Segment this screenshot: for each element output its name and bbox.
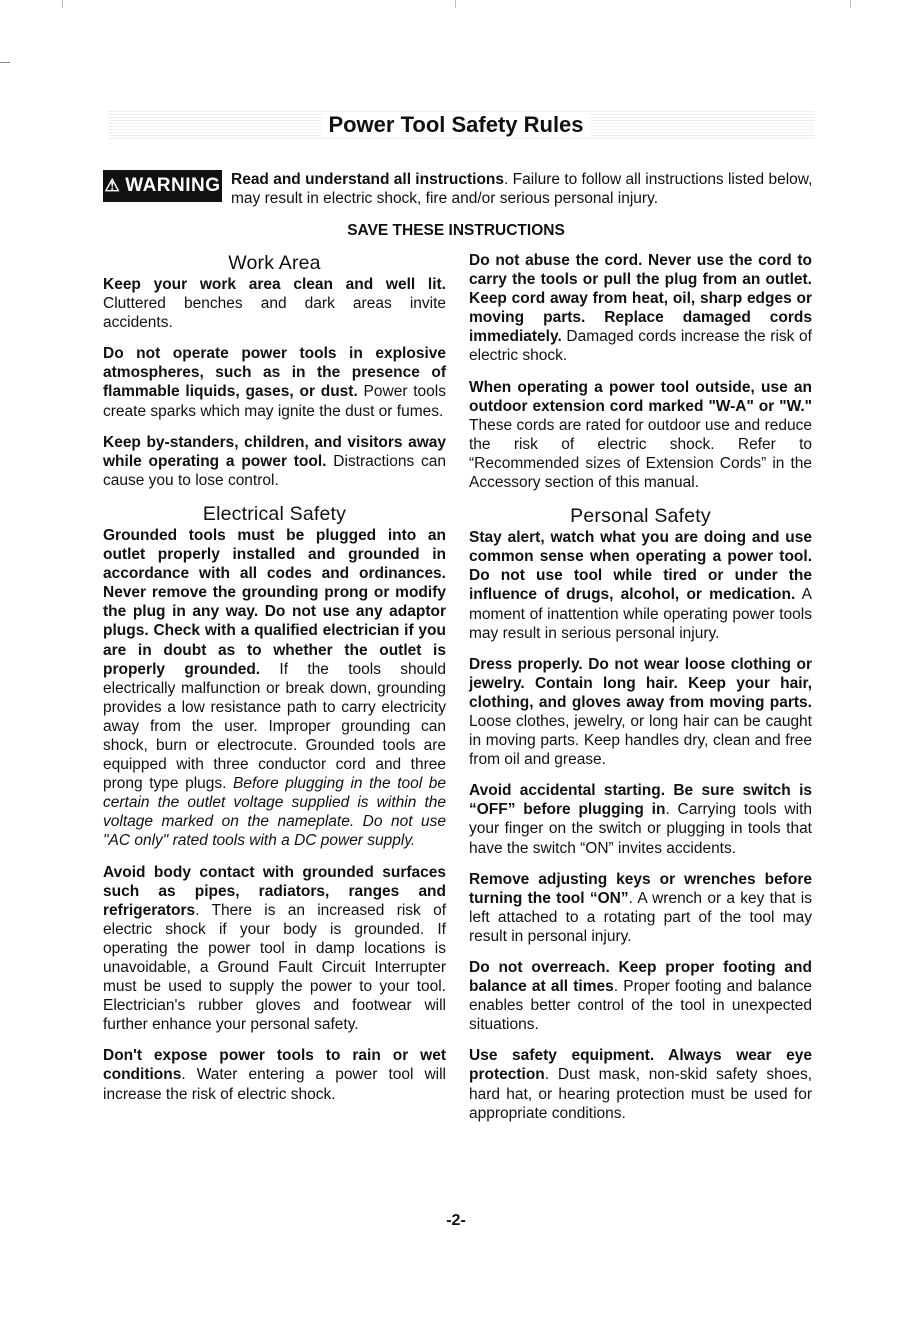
rule-paragraph xyxy=(469,1046,812,1122)
crop-mark xyxy=(455,0,456,8)
rule-bold: Don't expose power tools to rain or wet conditions xyxy=(103,1047,446,1084)
rule-paragraph xyxy=(103,275,446,332)
rule-bold: When operating a power tool outside, use an outdoor extension cord marked "W-A" or "W." xyxy=(469,378,812,415)
warning-triangle-icon: ⚠ xyxy=(104,176,121,195)
rule-bold: Keep by-standers, children, and visitors away while operating a power tool. xyxy=(103,433,446,470)
section-heading-work-area: Work Area xyxy=(228,252,321,274)
rule-text: . Dust mask, non-skid safety shoes, hard hat, or hearing protection must be used for appropriate conditions. xyxy=(469,1066,812,1122)
rule-paragraph xyxy=(103,1046,446,1103)
rule-text: . There is an increased risk of electric shock if your body is grounded. If operating the power tool in damp locations is unavoidable, a Ground Fault Circuit Interrupter must be used to supply the power to your tool. Electrician's rubber gloves and footwear will further enhance your personal safety. xyxy=(103,901,446,1034)
rule-text: Loose clothes, jewelry, or long hair can be caught in moving parts. Keep handles dry, clean and free from oil and grease. xyxy=(469,712,812,769)
page-number: -2- xyxy=(446,1212,466,1229)
rule-text: . Water entering a power tool will increase the risk of electric shock. xyxy=(103,1066,446,1103)
rule-text: . A wrench or a key that is left attached to a rotating part of the tool may result in personal injury. xyxy=(469,889,812,945)
rule-paragraph xyxy=(103,863,446,1035)
rule-italic-note: Before plugging in the tool be certain the outlet voltage supplied is within the voltage marked on the nameplate. Do not use "AC only" rated tools with a DC power supply. xyxy=(103,775,446,850)
rule-bold: Keep your work area clean and well lit. xyxy=(103,276,446,293)
page-title: Power Tool Safety Rules xyxy=(0,112,912,138)
rule-bold: Grounded tools must be plugged into an outlet properly installed and grounded in accordance with all codes and ordinances. Never remove the grounding prong or modify the plug in any way. Do not use any adaptor plugs. Check with a qualified electrician if you are in doubt as to whether the outlet is properly grounded. xyxy=(103,526,446,678)
warning-body: . Failure to follow all instructions listed below, may result in electric shock, fire and/or serious personal injury. xyxy=(231,171,813,207)
section-heading-electrical-safety: Electrical Safety xyxy=(202,502,347,525)
rule-text: . Proper footing and balance enables better control of the tool in unexpected situations. xyxy=(469,978,812,1034)
crop-mark xyxy=(0,62,10,63)
warning-lead: Read and understand all instructions xyxy=(231,171,505,188)
rule-paragraph xyxy=(469,781,812,857)
rule-bold: Avoid body contact with grounded surfaces such as pipes, radiators, ranges and refrigerators xyxy=(103,863,446,919)
rule-bold: Do not abuse the cord. Never use the cord to carry the tools or pull the plug from an outlet. Keep cord away from heat, oil, sharp edges or moving parts. Replace damaged cords immediately. xyxy=(469,252,812,346)
rule-text: Power tools create sparks which may ignite the dust or fumes. xyxy=(103,383,446,420)
section-heading-personal-safety: Personal Safety xyxy=(570,505,711,528)
rule-paragraph xyxy=(103,433,446,490)
rule-paragraph xyxy=(469,528,812,643)
rule-bold: Do not overreach. Keep proper footing and balance at all times xyxy=(469,959,812,996)
warning-badge-label: WARNING xyxy=(125,175,221,196)
rule-bold: Avoid accidental starting. Be sure switch is “OFF” before plugging in xyxy=(469,782,812,819)
save-instructions: SAVE THESE INSTRUCTIONS xyxy=(347,222,565,239)
warning-message xyxy=(231,170,816,208)
rule-paragraph xyxy=(103,526,446,851)
right-column xyxy=(469,251,812,1135)
rule-paragraph xyxy=(469,870,812,946)
rule-text: Distractions can cause you to lose control. xyxy=(103,452,446,489)
rule-paragraph xyxy=(103,344,446,420)
rule-bold: Remove adjusting keys or wrenches before turning the tool “ON” xyxy=(469,870,812,907)
rule-text: These cords are rated for outdoor use and reduce the risk of electric shock. Refer to “Recommended sizes of Extension Cords” in the Accessory section of this manual. xyxy=(469,416,812,492)
rule-bold: Dress properly. Do not wear loose clothing or jewelry. Contain long hair. Keep your hair, clothing, and gloves away from moving parts. xyxy=(469,655,812,711)
rule-text: Damaged cords increase the risk of electric shock. xyxy=(469,328,812,365)
warning-badge xyxy=(103,170,222,202)
rule-bold: Stay alert, watch what you are doing and use common sense when operating a power tool. Do not use tool while tired or under the influence of drugs, alcohol, or medication. xyxy=(469,529,812,604)
rule-paragraph xyxy=(469,251,812,366)
rule-bold: Do not operate power tools in explosive atmospheres, such as in the presence of flammable liquids, gases, or dust. xyxy=(103,345,446,401)
left-column xyxy=(103,251,446,1116)
rule-text: Cluttered benches and dark areas invite accidents. xyxy=(103,295,446,332)
rule-paragraph xyxy=(469,655,812,770)
crop-mark xyxy=(62,0,63,8)
rule-text: A moment of inattention while operating power tools may result in serious personal injury. xyxy=(469,586,812,642)
rule-paragraph xyxy=(469,958,812,1034)
rule-text: . Carrying tools with your finger on the switch or plugging in tools that have the switch “ON” invites accidents. xyxy=(469,801,812,857)
crop-mark xyxy=(850,0,851,8)
rule-bold: Use safety equipment. Always wear eye protection xyxy=(469,1047,812,1084)
rule-paragraph xyxy=(469,378,812,493)
rule-text: If the tools should electrically malfunction or break down, grounding provides a low resistance path to carry electricity away from the user. Improper grounding can shock, burn or electrocute. Grounded tools are equipped with three conductor cord and three prong type plugs. xyxy=(103,660,446,793)
